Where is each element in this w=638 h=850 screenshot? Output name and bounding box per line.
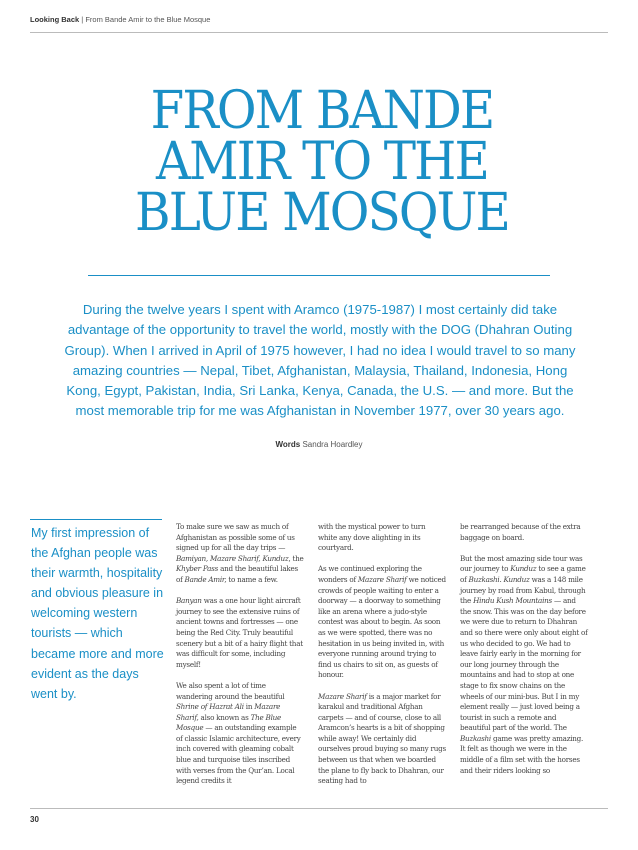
body-paragraph: To make sure we saw as much of Afghanistan as possible some of us signed up for all the day trips — Bamiyan, Mazare Sharif, Kunduz, the Khyber Pass and the beautiful lakes of Bande Amir, to name a few. bbox=[176, 522, 304, 584]
body-paragraph: But the most amazing side tour was our journey to Kunduz to see a game of Buzkashi. Kunduz was a 148 mile journey by road from Kabul, through the Hindu Kush Mountains — and the snow. This was on the day before we were due to return to Dhahran and so there were only about eight of us who decided to go. We had to leave fairly early in the morning for our long journey through the mountains and had to stop at one stage to fix snow chains on the wheels of our mini-bus. But I in my element really — just loved being a tourist in such a remote and beautiful part of the world. The Buzkashi game was pretty amazing. It felt as though we were in the middle of a film set with the horses and their riders looking so bbox=[460, 553, 588, 775]
body-paragraph: be rearranged because of the extra baggage on board. bbox=[460, 522, 581, 542]
footer-divider bbox=[30, 808, 608, 809]
body-paragraph: with the mystical power to turn white any dove alighting in its courtyard. bbox=[318, 522, 426, 553]
running-head bbox=[30, 15, 210, 24]
running-head-title: From Bande Amir to the Blue Mosque bbox=[85, 15, 211, 24]
body-paragraph: Banyan was a one hour light aircraft journey to see the extensive ruins of ancient towns and fortresses — one being the Red City. Truly beautiful scenery but a bit of a hairy flight that was difficult for some, including myself! bbox=[176, 596, 303, 669]
body-paragraph: As we continued exploring the wonders of Mazare Sharif we noticed crowds of people waiting to enter a doorway — a doorway to something like an arena where a judo-style contest was about to begin. As soon as we were spotted, there was no hesitation in us being invited in, with everyone running around trying to find us chairs to sit on, as guests of honour. bbox=[318, 564, 446, 680]
intro-paragraph: During the twelve years I spent with Aramco (1975-1987) I most certainly did take advantage of the opportunity to travel the world, mostly with the DOG (Dhahran Outing Group). When I arrived in April of 1975 however, I had no idea I would travel to so many amazing countries — Nepal, Tibet, Afghanistan, Malaysia, Thailand, Indonesia, Hong Kong, Egypt, Pakistan, India, Sri Lanka, Kenya, Canada, the U.S. — and more. But the most memorable trip for me was Afghanistan in November 1977, over 30 years ago. bbox=[64, 302, 576, 419]
title-line-1: FROM BANDE bbox=[150, 81, 494, 141]
title-divider bbox=[88, 275, 550, 276]
running-head-separator: | bbox=[79, 15, 86, 24]
body-paragraph: Mazare Sharif is a major market for karakul and traditional Afghan carpets — and of course, close to all Aramcon’s hearts is a bit of shopping while away! We certainly did ourselves proud buying so many rugs between us that when we boarded the plane to fly back to Dhahran, our seating had to bbox=[318, 691, 446, 786]
byline bbox=[0, 440, 638, 449]
running-head-section: Looking Back bbox=[30, 15, 80, 24]
title-line-3: BLUE MOSQUE bbox=[135, 183, 509, 243]
title-line-2: AMIR TO THE bbox=[156, 132, 488, 192]
byline-label: Words bbox=[275, 440, 301, 449]
pull-quote: My first impression of the Afghan people was their warmth, hospitality and obvious pleasure in welcoming western tourists — which became more and more evident as the days went by. bbox=[31, 526, 164, 701]
body-column-1 bbox=[176, 522, 304, 797]
header-divider bbox=[30, 32, 608, 33]
article-title bbox=[97, 81, 547, 243]
body-column-3 bbox=[460, 522, 588, 787]
byline-author: Sandra Hoardley bbox=[302, 440, 363, 449]
body-column-2 bbox=[318, 522, 446, 797]
body-paragraph: We also spent a lot of time wandering around the beautiful Shrine of Hazrat Ali in Mazare Sharif, also known as The Blue Mosque — an outstanding example of classic Islamic architecture, every inch covered with gleaming cobalt blue and turquoise tiles inscribed with verses from the Qur’an. Local legend credits it bbox=[176, 680, 301, 786]
pull-quote-divider bbox=[30, 519, 162, 520]
page-number: 30 bbox=[30, 815, 39, 824]
